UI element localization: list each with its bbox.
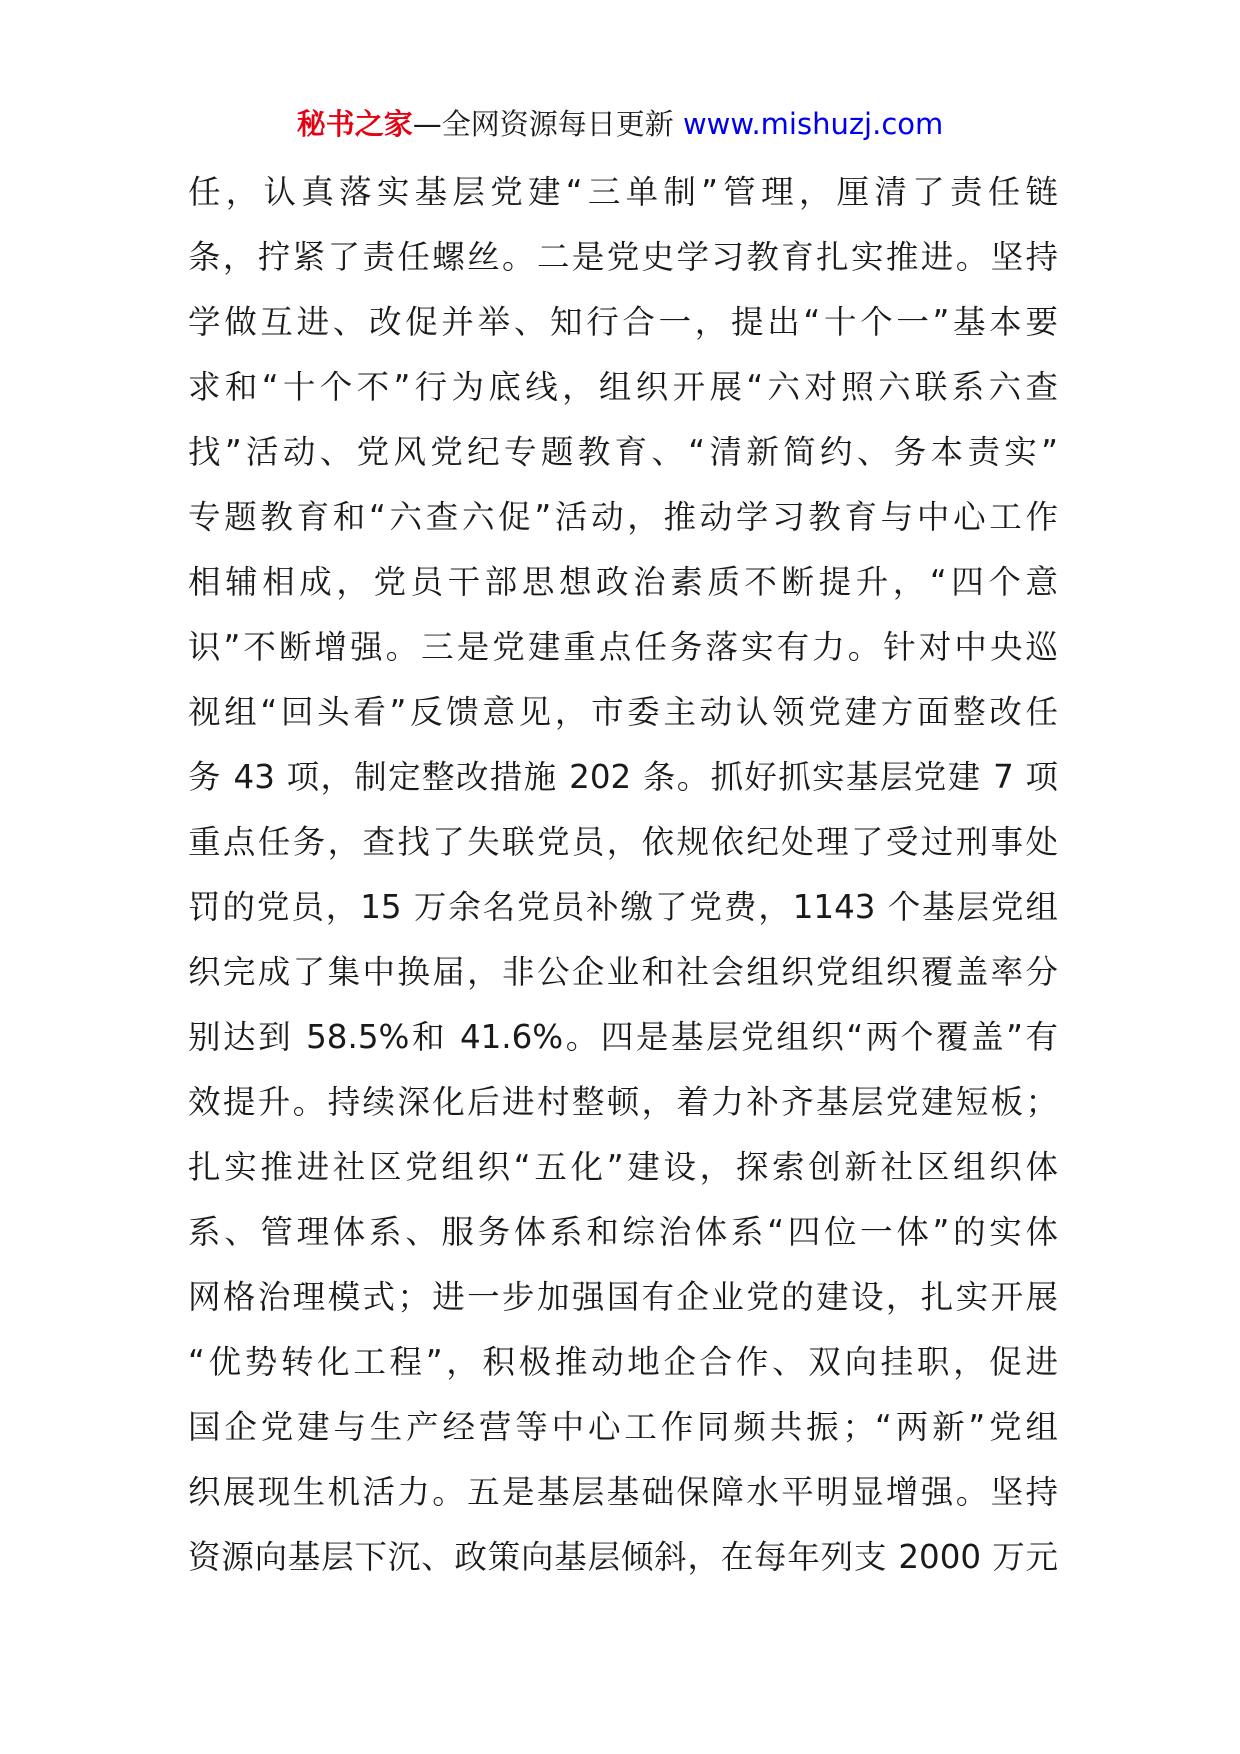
text-line: 专题教育和“六查六促”活动，推动学习教育与中心工作 [188,498,1058,536]
site-slogan: —全网资源每日更新 [412,107,683,141]
text-line: 网格治理模式；进一步加强国有企业党的建设，扎实开展 [188,1278,1058,1316]
text-line: 学做互进、改促并举、知行合一，提出“十个一”基本要 [188,303,1058,341]
document-body [188,160,1058,1590]
text-line: 相辅相成，党员干部思想政治素质不断提升，“四个意 [188,563,1058,601]
page-header [0,104,1240,144]
text-line: 务 43 项，制定整改措施 202 条。抓好抓实基层党建 7 项 [188,758,1058,796]
site-brand: 秘书之家 [296,107,413,141]
text-line: 系、管理体系、服务体系和综治体系“四位一体”的实体 [188,1213,1058,1251]
text-line: 重点任务，查找了失联党员，依规依纪处理了受过刑事处 [188,823,1058,861]
text-line: 识”不断增强。三是党建重点任务落实有力。针对中央巡 [188,628,1058,666]
text-line: 罚的党员，15 万余名党员补缴了党费，1143 个基层党组 [188,888,1058,926]
text-line: 织展现生机活力。五是基层基础保障水平明显增强。坚持 [188,1473,1058,1511]
site-url-link[interactable]: www.mishuzj.com [682,107,944,141]
text-line: 扎实推进社区党组织“五化”建设，探索创新社区组织体 [188,1148,1058,1186]
text-line: 资源向基层下沉、政策向基层倾斜，在每年列支 2000 万元 [188,1538,1058,1576]
text-line: 效提升。持续深化后进村整顿，着力补齐基层党建短板； [188,1083,1058,1121]
text-line: 视组“回头看”反馈意见，市委主动认领党建方面整改任 [188,693,1058,731]
text-line: 求和“十个不”行为底线，组织开展“六对照六联系六查 [188,368,1058,406]
text-line: 任，认真落实基层党建“三单制”管理，厘清了责任链 [188,173,1058,211]
text-line: 找”活动、党风党纪专题教育、“清新简约、务本责实” [188,433,1058,471]
text-line: 国企党建与生产经营等中心工作同频共振；“两新”党组 [188,1408,1058,1446]
text-line: 织完成了集中换届，非公企业和社会组织党组织覆盖率分 [188,953,1058,991]
text-line: “优势转化工程”，积极推动地企合作、双向挂职，促进 [188,1343,1058,1381]
text-line: 条，拧紧了责任螺丝。二是党史学习教育扎实推进。坚持 [188,238,1058,276]
text-line: 别达到 58.5%和 41.6%。四是基层党组织“两个覆盖”有 [188,1018,1058,1056]
